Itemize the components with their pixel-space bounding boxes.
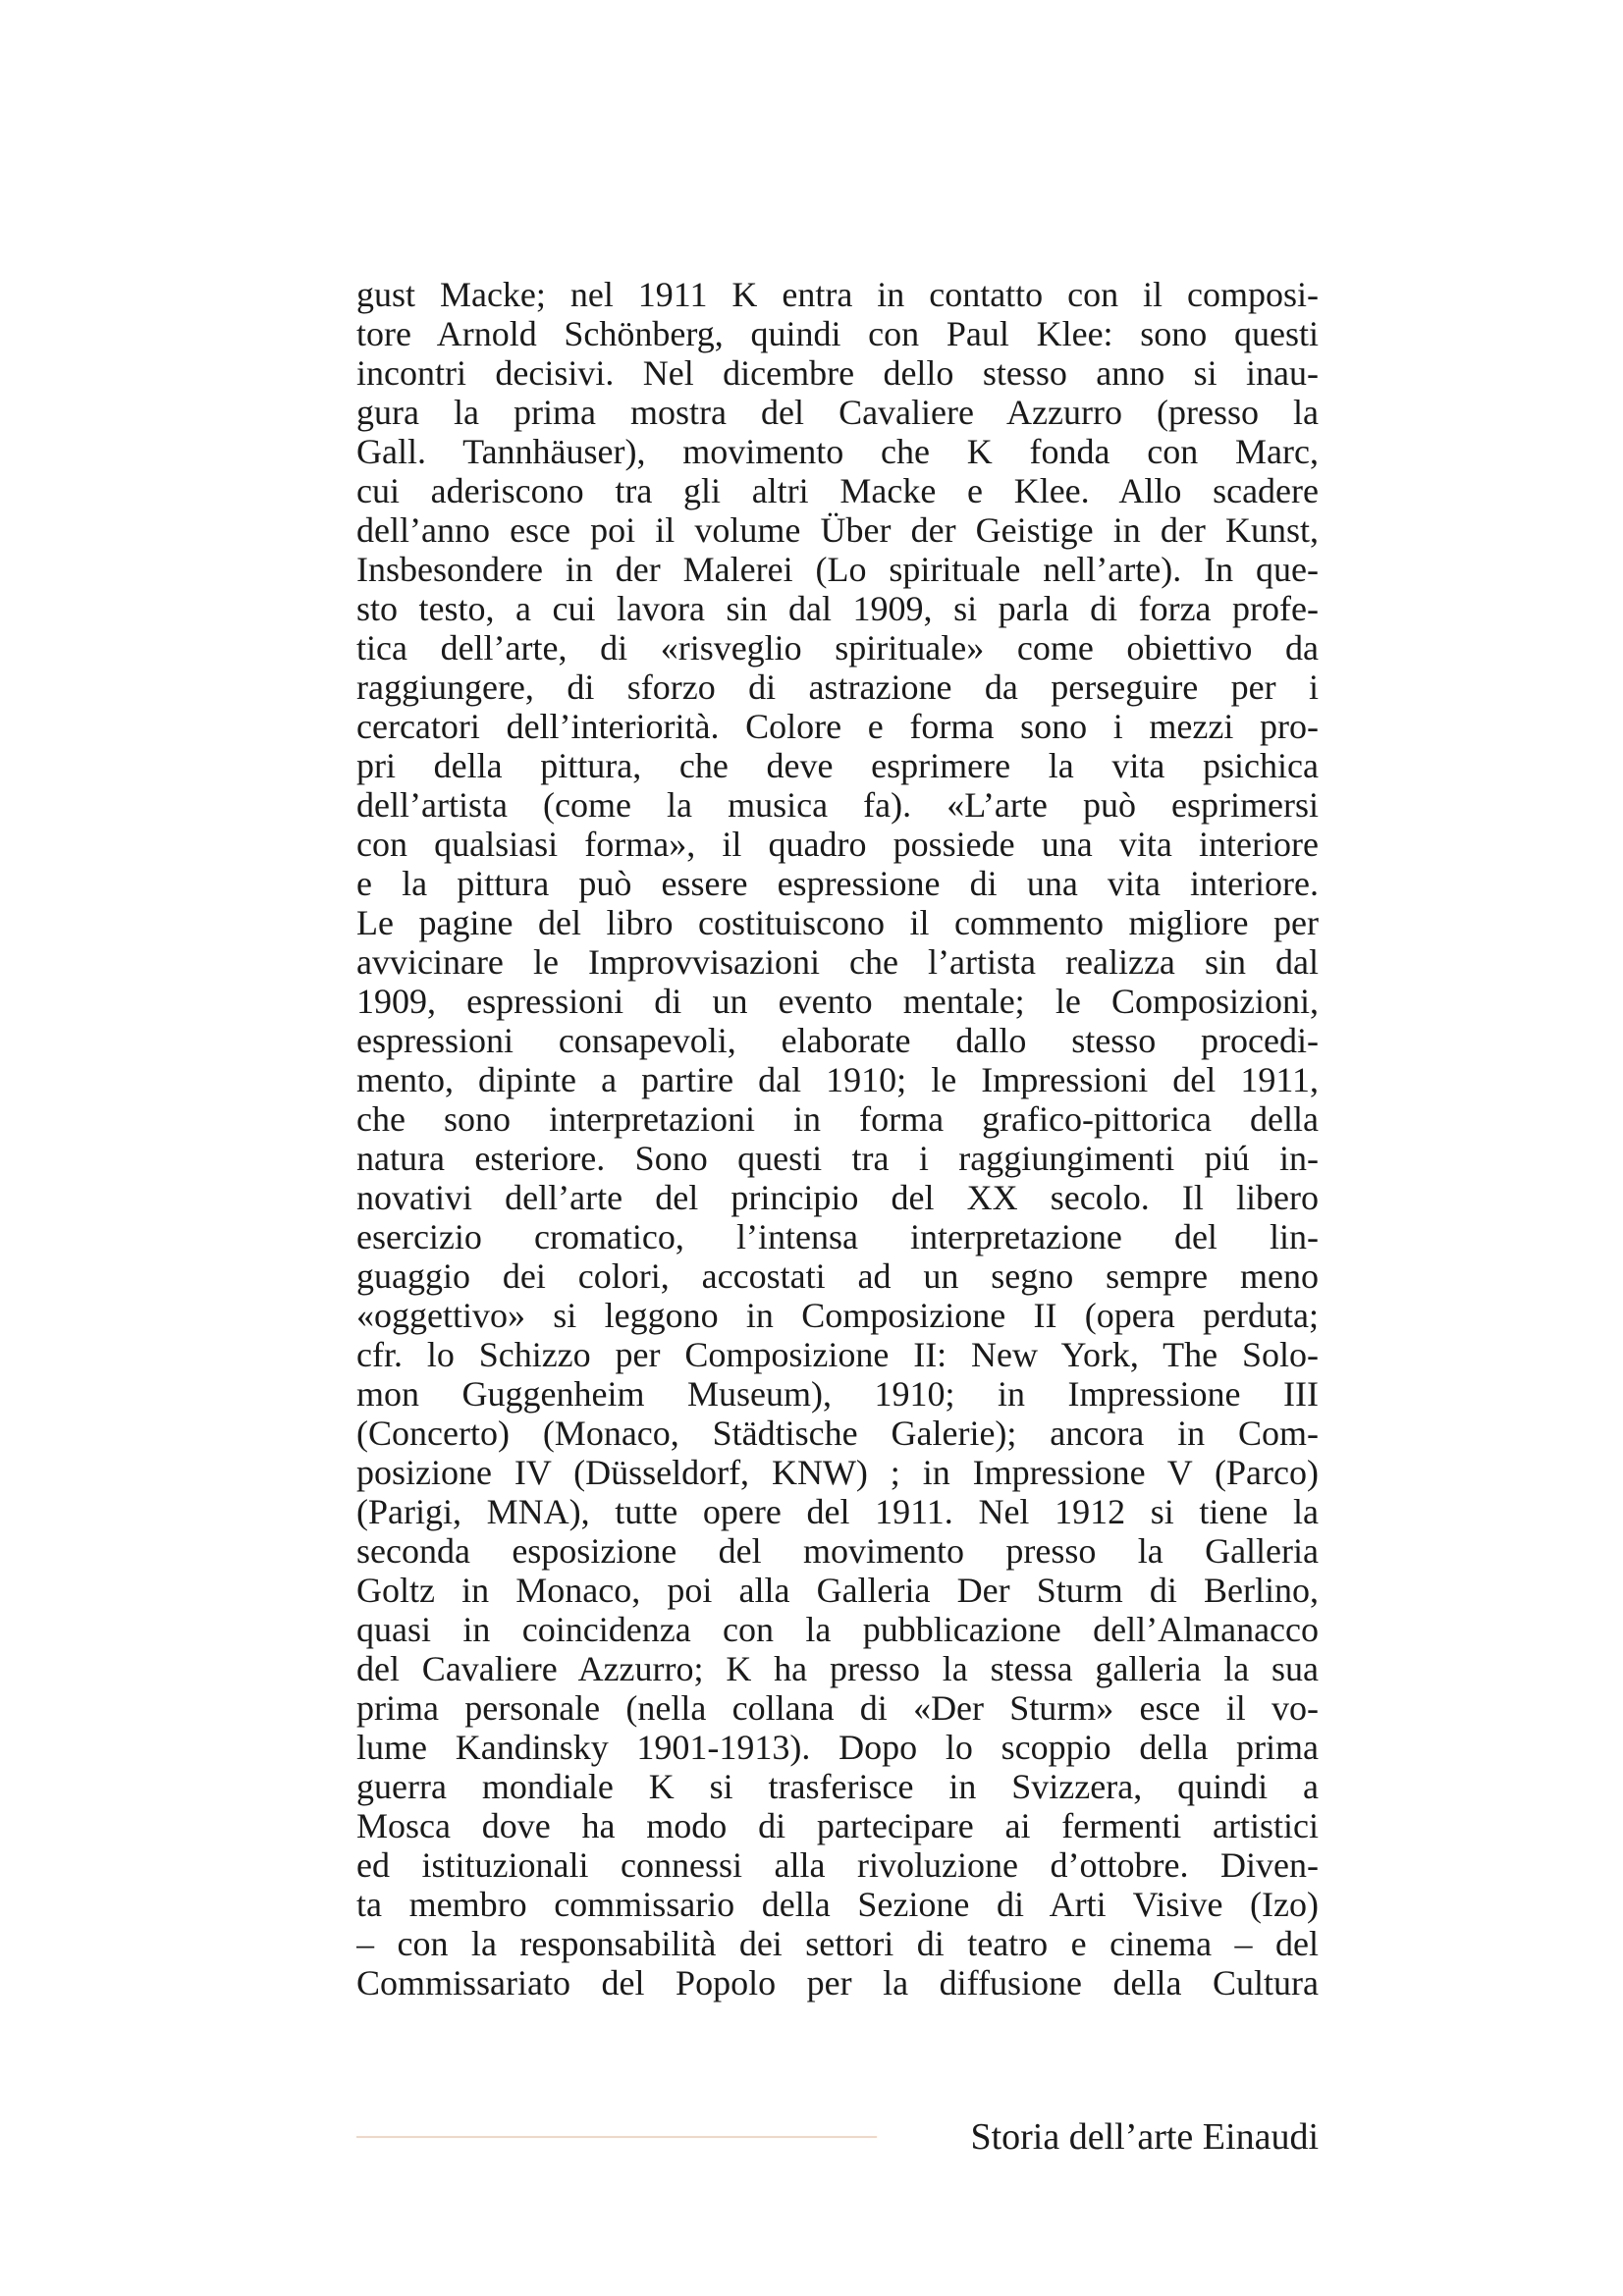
text-line: incontri decisivi. Nel dicembre dello stesso anno si inau- [356, 353, 1319, 393]
text-line: posizione IV (Düsseldorf, KNW) ; in Impressione V (Parco) [356, 1453, 1319, 1492]
text-line: Mosca dove ha modo di partecipare ai fermenti artistici [356, 1806, 1319, 1845]
text-line: ed istituzionali connessi alla rivoluzione d’ottobre. Diven- [356, 1845, 1319, 1885]
text-line: lume Kandinsky 1901-1913). Dopo lo scoppio della prima [356, 1728, 1319, 1767]
text-line: mon Guggenheim Museum), 1910; in Impressione III [356, 1374, 1319, 1414]
text-line: con qualsiasi forma», il quadro possiede una vita interiore [356, 825, 1319, 864]
text-line: natura esteriore. Sono questi tra i raggiungimenti piú in- [356, 1139, 1319, 1178]
text-line: Insbesondere in der Malerei (Lo spirituale nell’arte). In que- [356, 550, 1319, 589]
text-line: (Concerto) (Monaco, Städtische Galerie); ancora in Com- [356, 1414, 1319, 1453]
page-footer [356, 2112, 1319, 2162]
text-line: – con la responsabilità dei settori di teatro e cinema – del [356, 1924, 1319, 1963]
text-line: quasi in coincidenza con la pubblicazione dell’Almanacco [356, 1610, 1319, 1649]
text-line: 1909, espressioni di un evento mentale; le Composizioni, [356, 982, 1319, 1021]
text-line: guerra mondiale K si trasferisce in Svizzera, quindi a [356, 1767, 1319, 1806]
text-line: gura la prima mostra del Cavaliere Azzurro (presso la [356, 393, 1319, 432]
text-line: Gall. Tannhäuser), movimento che K fonda con Marc, [356, 432, 1319, 471]
footer-divider [356, 2136, 877, 2138]
text-line: cercatori dell’interiorità. Colore e forma sono i mezzi pro- [356, 707, 1319, 746]
text-line: Le pagine del libro costituiscono il commento migliore per [356, 903, 1319, 942]
text-line: novativi dell’arte del principio del XX secolo. Il libero [356, 1178, 1319, 1217]
text-line: del Cavaliere Azzurro; K ha presso la stessa galleria la sua [356, 1649, 1319, 1688]
text-line: dell’anno esce poi il volume Über der Geistige in der Kunst, [356, 510, 1319, 550]
text-line: e la pittura può essere espressione di una vita interiore. [356, 864, 1319, 903]
text-line: Commissariato del Popolo per la diffusione della Cultura [356, 1963, 1319, 2002]
text-line: «oggettivo» si leggono in Composizione II (opera perduta; [356, 1296, 1319, 1335]
text-line: che sono interpretazioni in forma grafico-pittorica della [356, 1099, 1319, 1139]
text-line: tica dell’arte, di «risveglio spirituale» come obiettivo da [356, 628, 1319, 667]
text-line: tore Arnold Schönberg, quindi con Paul Klee: sono questi [356, 314, 1319, 353]
text-line: sto testo, a cui lavora sin dal 1909, si parla di forza profe- [356, 589, 1319, 628]
text-line: dell’artista (come la musica fa). «L’arte può esprimersi [356, 785, 1319, 825]
text-line: gust Macke; nel 1911 K entra in contatto con il composi- [356, 275, 1319, 314]
text-line: guaggio dei colori, accostati ad un segno sempre meno [356, 1256, 1319, 1296]
text-line: esercizio cromatico, l’intensa interpretazione del lin- [356, 1217, 1319, 1256]
text-line: mento, dipinte a partire dal 1910; le Impressioni del 1911, [356, 1060, 1319, 1099]
text-line: avvicinare le Improvvisazioni che l’artista realizza sin dal [356, 942, 1319, 982]
text-line: raggiungere, di sforzo di astrazione da perseguire per i [356, 667, 1319, 707]
text-line: ta membro commissario della Sezione di Arti Visive (Izo) [356, 1885, 1319, 1924]
text-line: cui aderiscono tra gli altri Macke e Klee. Allo scadere [356, 471, 1319, 510]
publication-title: Storia dell’arte Einaudi [970, 2116, 1319, 2158]
text-line: pri della pittura, che deve esprimere la vita psichica [356, 746, 1319, 785]
text-line: espressioni consapevoli, elaborate dallo stesso procedi- [356, 1021, 1319, 1060]
text-line: cfr. lo Schizzo per Composizione II: New York, The Solo- [356, 1335, 1319, 1374]
body-text [356, 275, 1319, 2002]
text-line: Goltz in Monaco, poi alla Galleria Der Sturm di Berlino, [356, 1571, 1319, 1610]
text-line: seconda esposizione del movimento presso la Galleria [356, 1531, 1319, 1571]
text-line: (Parigi, MNA), tutte opere del 1911. Nel 1912 si tiene la [356, 1492, 1319, 1531]
text-line: prima personale (nella collana di «Der Sturm» esce il vo- [356, 1688, 1319, 1728]
